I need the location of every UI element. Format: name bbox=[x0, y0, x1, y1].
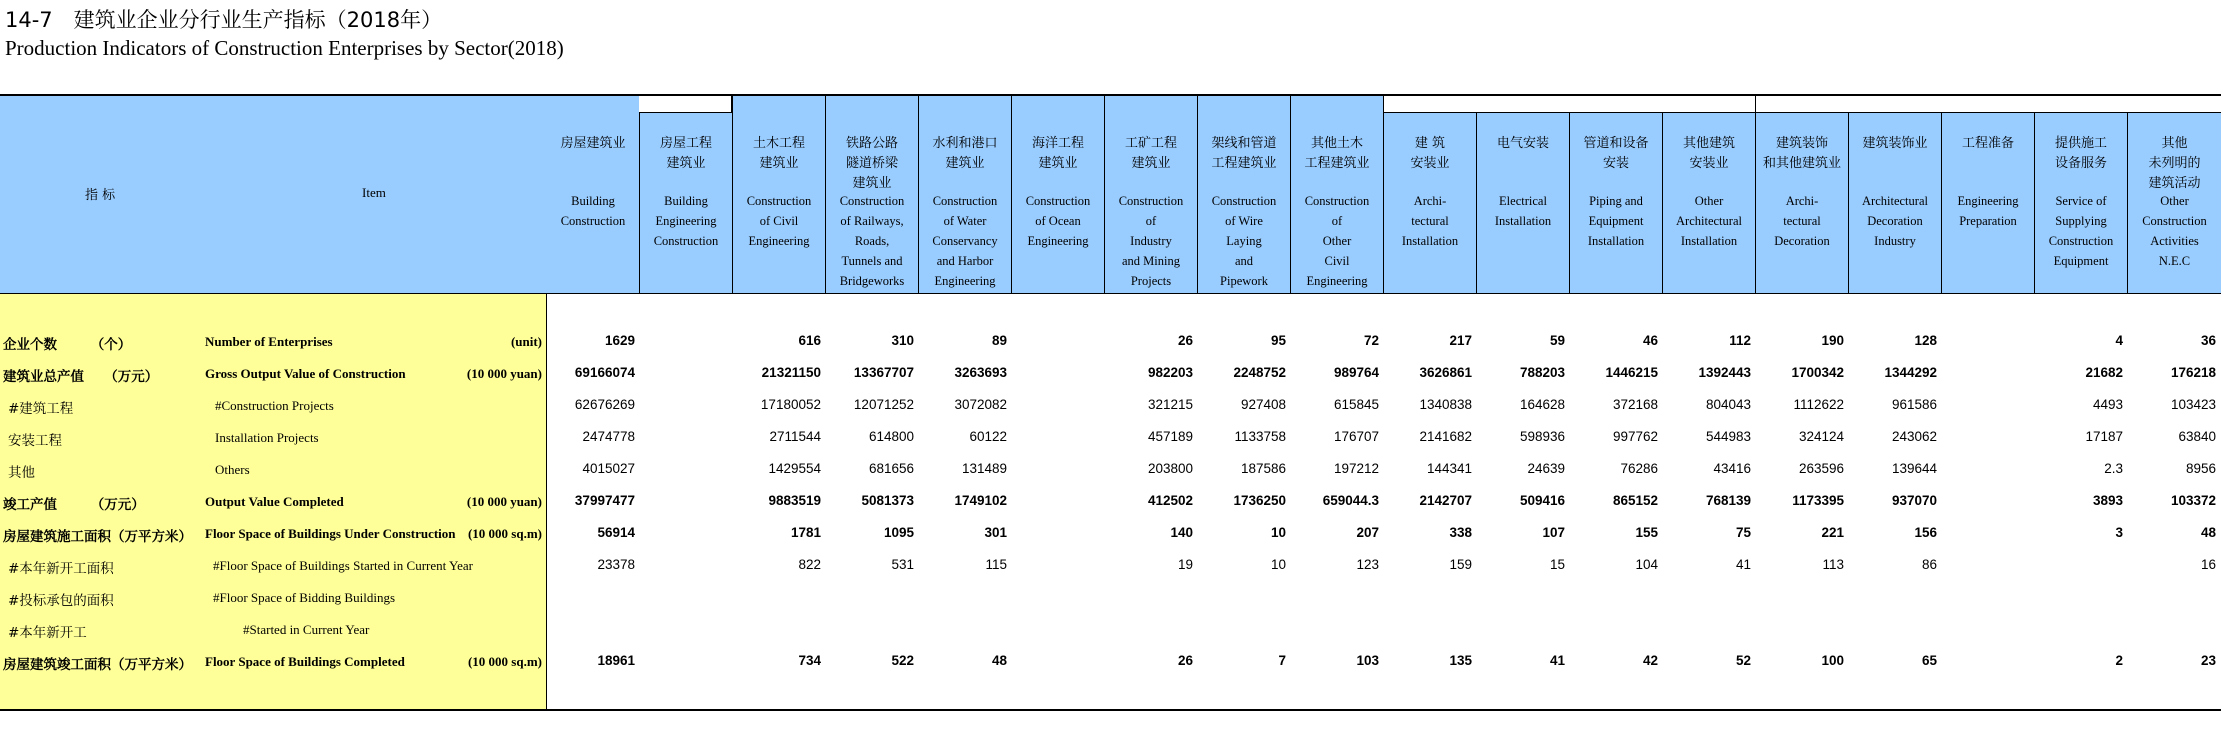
value-cell: 26 bbox=[1177, 333, 1193, 348]
row-label-en: Others bbox=[215, 462, 250, 477]
value-cell: 21682 bbox=[2085, 365, 2123, 380]
value-cell: 2142707 bbox=[1419, 493, 1472, 508]
table-row bbox=[0, 422, 2221, 454]
value-cell: 412502 bbox=[1147, 493, 1193, 508]
value-cell: 822 bbox=[798, 557, 821, 572]
row-label-en: #Floor Space of Bidding Buildings bbox=[213, 590, 395, 605]
header-gap bbox=[1384, 96, 1756, 113]
table-row bbox=[0, 582, 2221, 614]
value-cell: 5081373 bbox=[861, 493, 914, 508]
value-cell: 131489 bbox=[961, 461, 1007, 476]
value-cell: 26 bbox=[1177, 653, 1193, 668]
column-header bbox=[1012, 96, 1105, 294]
header-gap bbox=[639, 96, 732, 113]
value-cell: 95 bbox=[1270, 333, 1286, 348]
value-cell: 52 bbox=[1735, 653, 1751, 668]
column-header bbox=[1105, 96, 1198, 294]
value-cell: 155 bbox=[1635, 525, 1658, 540]
row-label-cn: 安装工程 bbox=[8, 433, 62, 449]
header-item-en: Item bbox=[362, 185, 386, 200]
row-unit: (10 000 yuan) bbox=[466, 494, 542, 509]
value-cell: 65 bbox=[1921, 653, 1937, 668]
value-cell: 135 bbox=[1449, 653, 1472, 668]
column-header-en: Construction of Water Conservancy and Harbor Engineering bbox=[932, 194, 998, 288]
column-header-en: Architectural Decoration Industry bbox=[1862, 194, 1928, 248]
value-cell: 13367707 bbox=[853, 365, 914, 380]
value-cell: 69166074 bbox=[574, 365, 635, 380]
value-cell: 1095 bbox=[883, 525, 914, 540]
value-cell: 113 bbox=[1822, 557, 1844, 572]
value-cell: 159 bbox=[1449, 557, 1472, 572]
row-unit: (10 000 yuan) bbox=[466, 366, 542, 381]
value-cell: 531 bbox=[891, 557, 914, 572]
value-cell: 1112622 bbox=[1793, 397, 1844, 412]
value-cell: 43416 bbox=[1713, 461, 1751, 476]
column-header-cn: 建筑装饰业 bbox=[1862, 136, 1928, 151]
column-header-cn: 建 筑 安装业 bbox=[1410, 136, 1450, 171]
value-cell: 100 bbox=[1821, 653, 1844, 668]
value-cell: 1781 bbox=[790, 525, 821, 540]
column-header-en: Electrical Installation bbox=[1494, 194, 1552, 228]
column-header-en: Construction of Civil Engineering bbox=[746, 194, 812, 248]
value-cell: 3072082 bbox=[954, 397, 1007, 412]
value-cell: 243062 bbox=[1891, 429, 1937, 444]
row-label-en: Number of Enterprises bbox=[205, 334, 333, 349]
row-label-cn: 企业个数 （个） bbox=[3, 337, 132, 353]
value-cell: 128 bbox=[1914, 333, 1937, 348]
value-cell: 372168 bbox=[1612, 397, 1658, 412]
column-header-cn: 其他 未列明的 建筑活动 bbox=[2148, 136, 2201, 191]
value-cell: 961586 bbox=[1891, 397, 1937, 412]
table-row bbox=[0, 646, 2221, 678]
column-header bbox=[919, 96, 1012, 294]
row-label-en: Installation Projects bbox=[215, 430, 319, 445]
value-cell: 1429554 bbox=[768, 461, 821, 476]
column-header-cn: 海洋工程 建筑业 bbox=[1031, 136, 1084, 171]
row-label-en: Output Value Completed bbox=[205, 494, 344, 509]
value-cell: 804043 bbox=[1705, 397, 1751, 412]
column-header-en: Construction of Ocean Engineering bbox=[1025, 194, 1091, 248]
value-cell: 41 bbox=[1549, 653, 1565, 668]
column-header-en: Building Engineering Construction bbox=[653, 194, 719, 248]
row-label-cn: 房屋建筑施工面积（万平方米） bbox=[3, 529, 192, 545]
value-cell: 7 bbox=[1278, 653, 1286, 668]
value-cell: 104 bbox=[1635, 557, 1658, 572]
value-cell: 56914 bbox=[597, 525, 635, 540]
column-header bbox=[1663, 96, 1756, 294]
value-cell: 176218 bbox=[2170, 365, 2216, 380]
value-cell: 23 bbox=[2200, 653, 2216, 668]
column-header-cn: 土木工程 建筑业 bbox=[752, 136, 805, 171]
row-label-cn: 竣工产值 （万元） bbox=[3, 497, 145, 513]
value-cell: 123 bbox=[1356, 557, 1379, 572]
value-cell: 2141682 bbox=[1419, 429, 1472, 444]
row-unit: (10 000 sq.m) bbox=[467, 654, 542, 669]
row-label-en: Floor Space of Buildings Under Construction bbox=[205, 526, 456, 541]
column-header-en: Engineering Preparation bbox=[1957, 194, 2019, 228]
column-header-cn: 电气安装 bbox=[1496, 136, 1549, 151]
value-cell: 301 bbox=[984, 525, 1007, 540]
table-row bbox=[0, 550, 2221, 582]
value-cell: 457189 bbox=[1147, 429, 1193, 444]
column-header-cn: 建筑装饰 和其他建筑业 bbox=[1762, 136, 1841, 171]
value-cell: 1736250 bbox=[1233, 493, 1286, 508]
column-header bbox=[2035, 96, 2128, 294]
page-title-cn: 14-7 建筑业企业分行业生产指标（2018年） bbox=[5, 8, 443, 32]
column-header bbox=[1570, 96, 1663, 294]
value-cell: 2248752 bbox=[1233, 365, 1286, 380]
value-cell: 17180052 bbox=[760, 397, 821, 412]
value-cell: 3893 bbox=[2092, 493, 2123, 508]
row-label-cn: 房屋建筑竣工面积（万平方米） bbox=[3, 657, 192, 673]
value-cell: 734 bbox=[798, 653, 821, 668]
value-cell: 1344292 bbox=[1884, 365, 1937, 380]
page-title-en: Production Indicators of Construction Enterprises by Sector(2018) bbox=[5, 36, 564, 60]
value-cell: 75 bbox=[1735, 525, 1751, 540]
table-row bbox=[0, 518, 2221, 550]
column-header-cn: 架线和管道 工程建筑业 bbox=[1211, 136, 1277, 171]
column-header-en: Archi- tectural Decoration bbox=[1774, 194, 1830, 248]
value-cell: 42 bbox=[1642, 653, 1658, 668]
value-cell: 59 bbox=[1549, 333, 1565, 348]
value-cell: 76286 bbox=[1620, 461, 1658, 476]
value-cell: 17187 bbox=[2085, 429, 2123, 444]
value-cell: 164628 bbox=[1519, 397, 1565, 412]
value-cell: 2711544 bbox=[769, 429, 821, 444]
value-cell: 48 bbox=[991, 653, 1007, 668]
value-cell: 144341 bbox=[1426, 461, 1472, 476]
value-cell: 768139 bbox=[1705, 493, 1751, 508]
value-cell: 197212 bbox=[1333, 461, 1379, 476]
value-cell: 190 bbox=[1821, 333, 1844, 348]
column-header bbox=[1384, 96, 1477, 294]
value-cell: 21321150 bbox=[761, 365, 821, 380]
value-cell: 48 bbox=[2200, 525, 2216, 540]
column-header bbox=[1756, 96, 1849, 294]
column-header bbox=[2128, 96, 2221, 294]
column-header-en: Other Architectural Installation bbox=[1676, 194, 1742, 248]
column-header-cn: 提供施工 设备服务 bbox=[2054, 136, 2107, 171]
column-header-en: Service of Supplying Construction Equipment bbox=[2048, 194, 2114, 268]
value-cell: 15 bbox=[1549, 557, 1565, 572]
column-header bbox=[1942, 96, 2035, 294]
value-cell: 221 bbox=[1821, 525, 1844, 540]
value-cell: 509416 bbox=[1519, 493, 1565, 508]
value-cell: 60122 bbox=[969, 429, 1007, 444]
value-cell: 36 bbox=[2200, 333, 2216, 348]
table-row bbox=[0, 614, 2221, 646]
column-header bbox=[1849, 96, 1942, 294]
value-cell: 139644 bbox=[1891, 461, 1937, 476]
header-indicator-cn: 指 标 bbox=[85, 188, 116, 203]
value-cell: 24639 bbox=[1527, 461, 1565, 476]
value-cell: 9883519 bbox=[768, 493, 821, 508]
value-cell: 1133758 bbox=[1234, 429, 1286, 444]
value-cell: 982203 bbox=[1147, 365, 1193, 380]
row-label-cn: #投标承包的面积 bbox=[8, 593, 114, 609]
value-cell: 1340838 bbox=[1419, 397, 1472, 412]
value-cell: 41 bbox=[1735, 557, 1751, 572]
value-cell: 63840 bbox=[2178, 429, 2216, 444]
column-header bbox=[733, 96, 826, 294]
value-cell: 3 bbox=[2115, 525, 2123, 540]
column-header bbox=[826, 96, 919, 294]
value-cell: 997762 bbox=[1612, 429, 1658, 444]
value-cell: 937070 bbox=[1891, 493, 1937, 508]
value-cell: 3626861 bbox=[1419, 365, 1472, 380]
column-header bbox=[1477, 96, 1570, 294]
column-header bbox=[547, 96, 640, 294]
value-cell: 115 bbox=[985, 557, 1007, 572]
value-cell: 112 bbox=[1729, 333, 1751, 348]
column-header-en: Building Construction bbox=[560, 194, 626, 228]
value-cell: 615845 bbox=[1333, 397, 1379, 412]
value-cell: 4493 bbox=[2092, 397, 2123, 412]
value-cell: 140 bbox=[1170, 525, 1193, 540]
value-cell: 18961 bbox=[597, 653, 635, 668]
value-cell: 103372 bbox=[2170, 493, 2216, 508]
column-header-cn: 管道和设备 安装 bbox=[1583, 136, 1649, 171]
row-label-en: #Floor Space of Buildings Started in Current Year bbox=[213, 558, 473, 573]
value-cell: 16 bbox=[2200, 557, 2216, 572]
value-cell: 10 bbox=[1270, 525, 1286, 540]
value-cell: 788203 bbox=[1519, 365, 1565, 380]
row-unit: (unit) bbox=[510, 334, 542, 349]
column-header bbox=[640, 96, 733, 294]
table-row bbox=[0, 390, 2221, 422]
value-cell: 989764 bbox=[1333, 365, 1379, 380]
value-cell: 86 bbox=[1921, 557, 1937, 572]
column-header-cn: 工矿工程 建筑业 bbox=[1124, 136, 1177, 171]
value-cell: 1700342 bbox=[1791, 365, 1844, 380]
row-label-cn: #本年新开工面积 bbox=[8, 561, 114, 577]
header-label-cell bbox=[0, 96, 547, 294]
value-cell: 217 bbox=[1449, 333, 1472, 348]
value-cell: 4 bbox=[2115, 333, 2123, 348]
value-cell: 8956 bbox=[2185, 461, 2216, 476]
value-cell: 203800 bbox=[1147, 461, 1193, 476]
value-cell: 681656 bbox=[868, 461, 914, 476]
table-row bbox=[0, 358, 2221, 390]
value-cell: 927408 bbox=[1240, 397, 1286, 412]
value-cell: 544983 bbox=[1705, 429, 1751, 444]
value-cell: 207 bbox=[1356, 525, 1379, 540]
column-header-cn: 铁路公路 隧道桥梁 建筑业 bbox=[845, 136, 898, 191]
value-cell: 616 bbox=[798, 333, 821, 348]
row-label-en: #Started in Current Year bbox=[243, 622, 370, 637]
value-cell: 321215 bbox=[1147, 397, 1193, 412]
value-cell: 10 bbox=[1270, 557, 1286, 572]
value-cell: 1749102 bbox=[954, 493, 1007, 508]
value-cell: 310 bbox=[891, 333, 914, 348]
column-header-cn: 其他土木 工程建筑业 bbox=[1304, 136, 1370, 171]
value-cell: 62676269 bbox=[574, 397, 635, 412]
value-cell: 324124 bbox=[1798, 429, 1844, 444]
row-label-cn: 建筑业总产值 （万元） bbox=[3, 369, 159, 385]
value-cell: 103 bbox=[1356, 653, 1379, 668]
row-unit: (10 000 sq.m) bbox=[467, 526, 542, 541]
column-header-en: Construction of Other Civil Engineering bbox=[1304, 194, 1370, 288]
column-header-cn: 工程准备 bbox=[1961, 136, 2014, 151]
row-label-en: Floor Space of Buildings Completed bbox=[205, 654, 405, 669]
value-cell: 37997477 bbox=[574, 493, 635, 508]
column-header-en: Construction of Wire Laying and Pipework bbox=[1211, 194, 1277, 288]
column-header bbox=[1291, 96, 1384, 294]
value-cell: 1629 bbox=[604, 333, 635, 348]
row-label-en: #Construction Projects bbox=[215, 398, 334, 413]
table-row bbox=[0, 326, 2221, 358]
value-cell: 103423 bbox=[2170, 397, 2216, 412]
column-header-cn: 其他建筑 安装业 bbox=[1682, 136, 1735, 171]
row-label-cn: #建筑工程 bbox=[8, 401, 74, 417]
value-cell: 107 bbox=[1542, 525, 1565, 540]
table-row bbox=[0, 454, 2221, 486]
column-header-en: Piping and Equipment Installation bbox=[1587, 194, 1645, 248]
header-gap bbox=[1756, 96, 2221, 113]
value-cell: 614800 bbox=[868, 429, 914, 444]
value-cell: 187586 bbox=[1240, 461, 1286, 476]
value-cell: 1392443 bbox=[1698, 365, 1751, 380]
table-bottom-rule bbox=[0, 709, 2221, 711]
value-cell: 2 bbox=[2115, 653, 2123, 668]
row-label-cn: 其他 bbox=[8, 465, 35, 481]
row-label-cn: #本年新开工 bbox=[8, 625, 87, 641]
column-header bbox=[1198, 96, 1291, 294]
value-cell: 2.3 bbox=[2104, 461, 2123, 476]
value-cell: 72 bbox=[1363, 333, 1379, 348]
column-header-cn: 水利和港口 建筑业 bbox=[932, 136, 998, 171]
table-row bbox=[0, 486, 2221, 518]
value-cell: 19 bbox=[1177, 557, 1193, 572]
value-cell: 176707 bbox=[1333, 429, 1379, 444]
value-cell: 1446215 bbox=[1605, 365, 1658, 380]
value-cell: 263596 bbox=[1798, 461, 1844, 476]
value-cell: 522 bbox=[891, 653, 914, 668]
value-cell: 865152 bbox=[1612, 493, 1658, 508]
column-header-cn: 房屋建筑业 bbox=[560, 136, 626, 151]
value-cell: 2474778 bbox=[582, 429, 635, 444]
column-header-en: Construction of Industry and Mining Projects bbox=[1118, 194, 1184, 288]
column-header-cn: 房屋工程 建筑业 bbox=[659, 136, 712, 171]
value-cell: 1173395 bbox=[1792, 493, 1844, 508]
value-cell: 12071252 bbox=[853, 397, 914, 412]
value-cell: 89 bbox=[991, 333, 1007, 348]
row-label-en: Gross Output Value of Construction bbox=[205, 366, 406, 381]
value-cell: 3263693 bbox=[954, 365, 1007, 380]
value-cell: 598936 bbox=[1519, 429, 1565, 444]
column-header-en: Archi- tectural Installation bbox=[1401, 194, 1459, 248]
column-header-en: Construction of Railways, Roads, Tunnels and Bridgeworks bbox=[839, 194, 905, 288]
value-cell: 659044.3 bbox=[1322, 493, 1379, 508]
value-cell: 46 bbox=[1642, 333, 1658, 348]
value-cell: 338 bbox=[1449, 525, 1472, 540]
value-cell: 156 bbox=[1914, 525, 1937, 540]
value-cell: 4015027 bbox=[582, 461, 635, 476]
value-cell: 23378 bbox=[597, 557, 635, 572]
column-header-en: Other Construction Activities N.E.C bbox=[2142, 194, 2207, 268]
